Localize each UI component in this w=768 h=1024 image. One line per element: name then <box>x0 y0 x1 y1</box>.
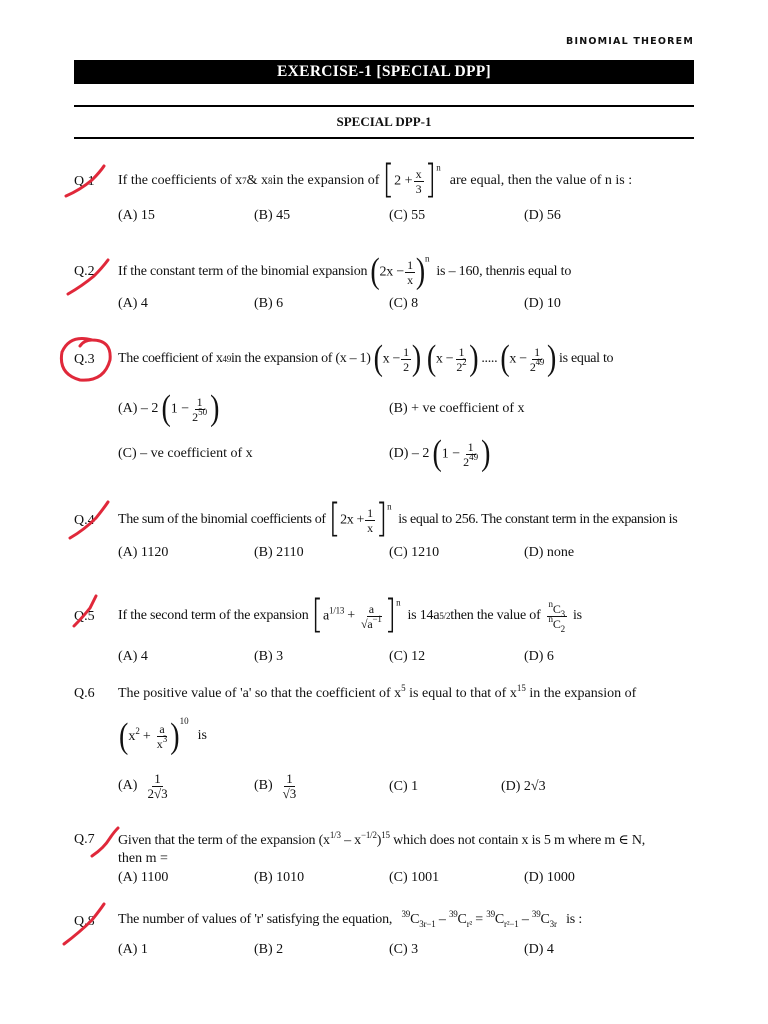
text: The sum of the binomial coefficients of <box>118 512 326 527</box>
sup: 2 <box>462 356 467 367</box>
option-b[interactable]: (B) 2110 <box>254 545 304 560</box>
text: in the expansion of <box>272 173 380 188</box>
expression: (1 − $\frac{1}{2^{50}}$ ) <box>161 388 220 429</box>
text: x <box>128 728 136 744</box>
fraction <box>145 772 169 801</box>
power: n <box>387 501 392 512</box>
frac-num: a <box>159 722 165 737</box>
base: C <box>540 912 550 927</box>
option-c[interactable]: (C) 3 <box>389 942 419 957</box>
question-number: Q.2 <box>74 264 95 279</box>
text: 1 − <box>441 446 461 462</box>
frac-den <box>547 613 567 634</box>
chapter-header: BINOMIAL THEOREM <box>566 36 694 47</box>
text: x − <box>509 351 527 367</box>
fraction <box>281 772 299 801</box>
ratio <box>547 598 567 634</box>
base: 2 <box>456 359 463 374</box>
section-title: SPECIAL DPP-1 <box>336 114 432 129</box>
question-text: If the coefficients of x 7 & x 8 in the expansion of [2 + $\frac{x}{3}$ ]$^n$ are equal, then the value of n is : <box>118 157 633 204</box>
option-b[interactable]: (B) 1010 <box>254 870 305 885</box>
frac-den: 2 <box>403 359 409 374</box>
text: & x <box>246 173 269 188</box>
text: ) <box>376 833 382 848</box>
frac-den: $√a^{-1}$ <box>360 613 382 631</box>
sup: 15 <box>516 683 526 693</box>
frac-den <box>528 356 546 374</box>
option-d[interactable] <box>389 433 494 474</box>
sup: 39 <box>448 909 458 919</box>
base: 2 <box>529 359 536 374</box>
question-number: Q.4 <box>74 513 95 528</box>
exercise-title: EXERCISE-1 [SPECIAL DPP] <box>74 60 694 84</box>
sub: r² <box>466 919 472 929</box>
option-b[interactable]: (B) 45 <box>254 208 291 223</box>
frac-num: 1 <box>196 394 203 409</box>
sup: 50 <box>198 406 208 417</box>
sub: 3r−1 <box>419 919 436 929</box>
expression: [2x + $\frac{1}{x}$ ]$^n$ <box>328 496 392 543</box>
frac-den <box>461 451 480 469</box>
text: (B) <box>254 778 273 793</box>
text: are equal, then the value of n is : <box>449 173 633 188</box>
power: n <box>396 597 401 608</box>
option-d[interactable]: (D) 10 <box>524 296 561 311</box>
sup: n <box>548 613 553 624</box>
frac-num: 1 <box>407 257 413 272</box>
sup: 39 <box>401 909 411 919</box>
frac-num: 1 <box>534 344 540 359</box>
frac-den: 2√3 <box>147 785 168 801</box>
factor: (x − $\frac{1}{2}$ ) <box>373 338 421 379</box>
text: in the expansion of (x – 1) <box>230 351 371 366</box>
question-text: If the second term of the expansion [$a^{1/13}$ + $\frac{a}{√a^{-1}}$ ]$^n$ is 14a 5/2 then the value of $\frac{^nC_3}{^nC_2}$ is <box>118 592 582 639</box>
option-c[interactable]: (C) – ve coefficient of x <box>118 446 253 461</box>
sup: −1 <box>372 613 382 624</box>
text: The positive value of 'a' so that the coefficient of x <box>118 686 402 701</box>
base: C <box>552 616 561 631</box>
expression: (2x − $\frac{1}{x}$ )$^n$ <box>370 251 430 292</box>
option-a[interactable] <box>118 388 223 429</box>
sup: 49 <box>535 356 544 367</box>
frac-num: x <box>415 166 422 181</box>
text: then the value of <box>450 608 541 623</box>
text: is equal to that of x <box>409 686 517 701</box>
frac-den <box>155 734 170 752</box>
text: – x <box>340 833 361 848</box>
option-b[interactable]: (B) + ve coefficient of x <box>389 401 525 416</box>
option-a[interactable]: (A) 4 <box>118 649 148 664</box>
text: is equal to 256. The constant term in the expansion is <box>398 512 678 527</box>
base: 2 <box>463 454 470 469</box>
option-d[interactable]: (D) 1000 <box>524 870 575 885</box>
frac-den <box>190 406 209 424</box>
sup: 2 <box>135 725 140 736</box>
base: 2 <box>192 409 199 424</box>
text: The number of values of 'r' satisfying the equation, <box>118 912 393 927</box>
base: C <box>494 912 505 927</box>
equation <box>401 909 561 929</box>
power: n <box>436 162 441 173</box>
frac-num: 1 <box>286 770 293 786</box>
check-mark-q7 <box>92 828 118 856</box>
top-rule <box>74 105 694 107</box>
frac-num: 1 <box>154 770 161 786</box>
text: is equal to <box>515 264 572 279</box>
option-b[interactable]: (B) 2 <box>254 942 284 957</box>
text: If the coefficients of x <box>118 173 243 188</box>
frac-den: √3 <box>282 785 297 801</box>
question-number: Q.1 <box>74 174 95 189</box>
question-text <box>118 251 572 292</box>
text: – <box>435 912 449 927</box>
base: C <box>410 912 420 927</box>
text: 2 + <box>394 173 413 189</box>
sub: 3 <box>560 608 565 619</box>
text: is : <box>566 912 583 927</box>
sub: 2 <box>560 623 565 634</box>
option-d[interactable]: (D) none <box>524 545 575 560</box>
frac-num: 1 <box>367 505 373 520</box>
text: (A) – 2 <box>118 401 159 416</box>
question-text-line2: then m = <box>118 851 168 866</box>
expression: [2 + $\frac{x}{3}$ ]$^n$ <box>382 157 441 204</box>
option-c[interactable]: (C) 55 <box>389 208 426 223</box>
text: is <box>572 608 582 623</box>
option-b[interactable] <box>254 766 299 806</box>
frac-den: x <box>367 520 373 535</box>
sup: n <box>548 598 553 609</box>
option-d[interactable]: (D) 56 <box>524 208 561 223</box>
frac-num: 1 <box>458 344 465 359</box>
frac-num: 1 <box>403 344 409 359</box>
expression: [$a^{1/13}$ + $\frac{a}{√a^{-1}}$ ]$^n$ <box>311 592 401 639</box>
text: x − <box>435 351 454 367</box>
factor: (x − $\frac{1}{2^{49}}$ ) <box>500 338 557 379</box>
option-a[interactable]: (A) 1 <box>118 942 148 957</box>
option-c[interactable]: (C) 1001 <box>389 870 440 885</box>
question-expression <box>116 714 207 758</box>
text: 1 − <box>170 401 190 417</box>
text: + <box>142 728 151 744</box>
text: 2x + <box>340 512 365 528</box>
option-a[interactable] <box>118 766 171 806</box>
base: C <box>457 912 467 927</box>
text: is <box>197 728 207 743</box>
option-b[interactable]: (B) 6 <box>254 296 284 311</box>
option-c[interactable]: (C) 8 <box>389 296 419 311</box>
frac-num: a <box>368 601 374 616</box>
sub: r²−1 <box>504 919 519 929</box>
sup: 5 <box>401 683 406 693</box>
option-d[interactable]: (D) 2√3 <box>501 779 546 794</box>
base: C <box>552 601 561 616</box>
question-text <box>118 496 678 543</box>
text: (D) – 2 <box>389 446 430 461</box>
text: ..... <box>481 351 498 366</box>
sup: 1/13 <box>329 605 345 616</box>
question-text <box>118 683 637 702</box>
sup: 3 <box>162 734 168 745</box>
option-c[interactable]: (C) 12 <box>389 649 426 664</box>
option-d[interactable]: (D) 4 <box>524 942 554 957</box>
text: The coefficient of x <box>118 351 223 366</box>
base: x <box>156 737 163 752</box>
option-d[interactable]: (D) 6 <box>524 649 554 664</box>
text: 2x − <box>379 264 405 280</box>
option-a[interactable]: (A) 15 <box>118 208 155 223</box>
text: a <box>323 608 330 624</box>
text: x − <box>382 351 401 367</box>
sup: −1/2 <box>360 830 377 840</box>
text: Given that the term of the expansion (x <box>118 833 330 848</box>
text: + <box>347 608 355 624</box>
sup: 39 <box>486 909 495 919</box>
text: (A) <box>118 778 138 793</box>
base: a <box>367 616 373 631</box>
bottom-rule <box>74 137 694 139</box>
option-a[interactable]: (A) 4 <box>118 296 148 311</box>
frac-num: 1 <box>467 439 474 454</box>
power: 10 <box>179 715 189 726</box>
radicand <box>367 613 382 631</box>
option-c[interactable]: (C) 1210 <box>389 545 440 560</box>
frac-den: x <box>407 272 413 287</box>
text: which does not contain x is 5 m where m ∈ N, <box>389 833 646 848</box>
sub: 3r <box>549 919 557 929</box>
question-text: The coefficient of x 49 in the expansion of (x – 1) (x − $\frac{1}{2}$ ) (x − $\frac{1}{2^2}$ ) ..... (x − $\frac{1}{2^{49}}$ ) is equal to <box>118 338 614 379</box>
question-number: Q.7 <box>74 832 95 847</box>
question-text <box>118 832 645 849</box>
sup: 39 <box>531 909 541 919</box>
ink-group <box>61 166 118 944</box>
sup: 15 <box>381 830 390 840</box>
text: If the constant term of the binomial expansion <box>118 264 368 279</box>
question-number: Q.5 <box>74 609 95 624</box>
expression: (1 − $\frac{1}{2^{49}}$ ) <box>432 433 491 474</box>
option-b[interactable]: (B) 3 <box>254 649 284 664</box>
factor: (x − $\frac{1}{2^2}$ ) <box>426 338 479 379</box>
text: n <box>508 264 516 279</box>
frac-den <box>454 356 468 374</box>
text: is equal to <box>559 351 614 366</box>
text: – <box>518 912 532 927</box>
question-number: Q.6 <box>74 686 95 701</box>
question-number: Q.8 <box>74 914 95 929</box>
expression: ($x^2$ + $\frac{a}{x^3}$ )$^{10}$ <box>119 715 189 757</box>
sup: 1/3 <box>329 830 341 840</box>
text: If the second term of the expansion <box>118 608 309 623</box>
text: is – 160, then <box>436 264 509 279</box>
option-c[interactable]: (C) 1 <box>389 779 419 794</box>
sup: 49 <box>469 451 479 462</box>
question-number: Q.3 <box>74 352 95 367</box>
text: = <box>471 912 487 927</box>
text: is 14a <box>407 608 440 623</box>
text: in the expansion of <box>529 686 637 701</box>
option-a[interactable]: (A) 1120 <box>118 545 169 560</box>
power: n <box>425 253 430 264</box>
frac-den: 3 <box>415 181 422 196</box>
question-text <box>118 909 583 929</box>
option-a[interactable]: (A) 1100 <box>118 870 169 885</box>
